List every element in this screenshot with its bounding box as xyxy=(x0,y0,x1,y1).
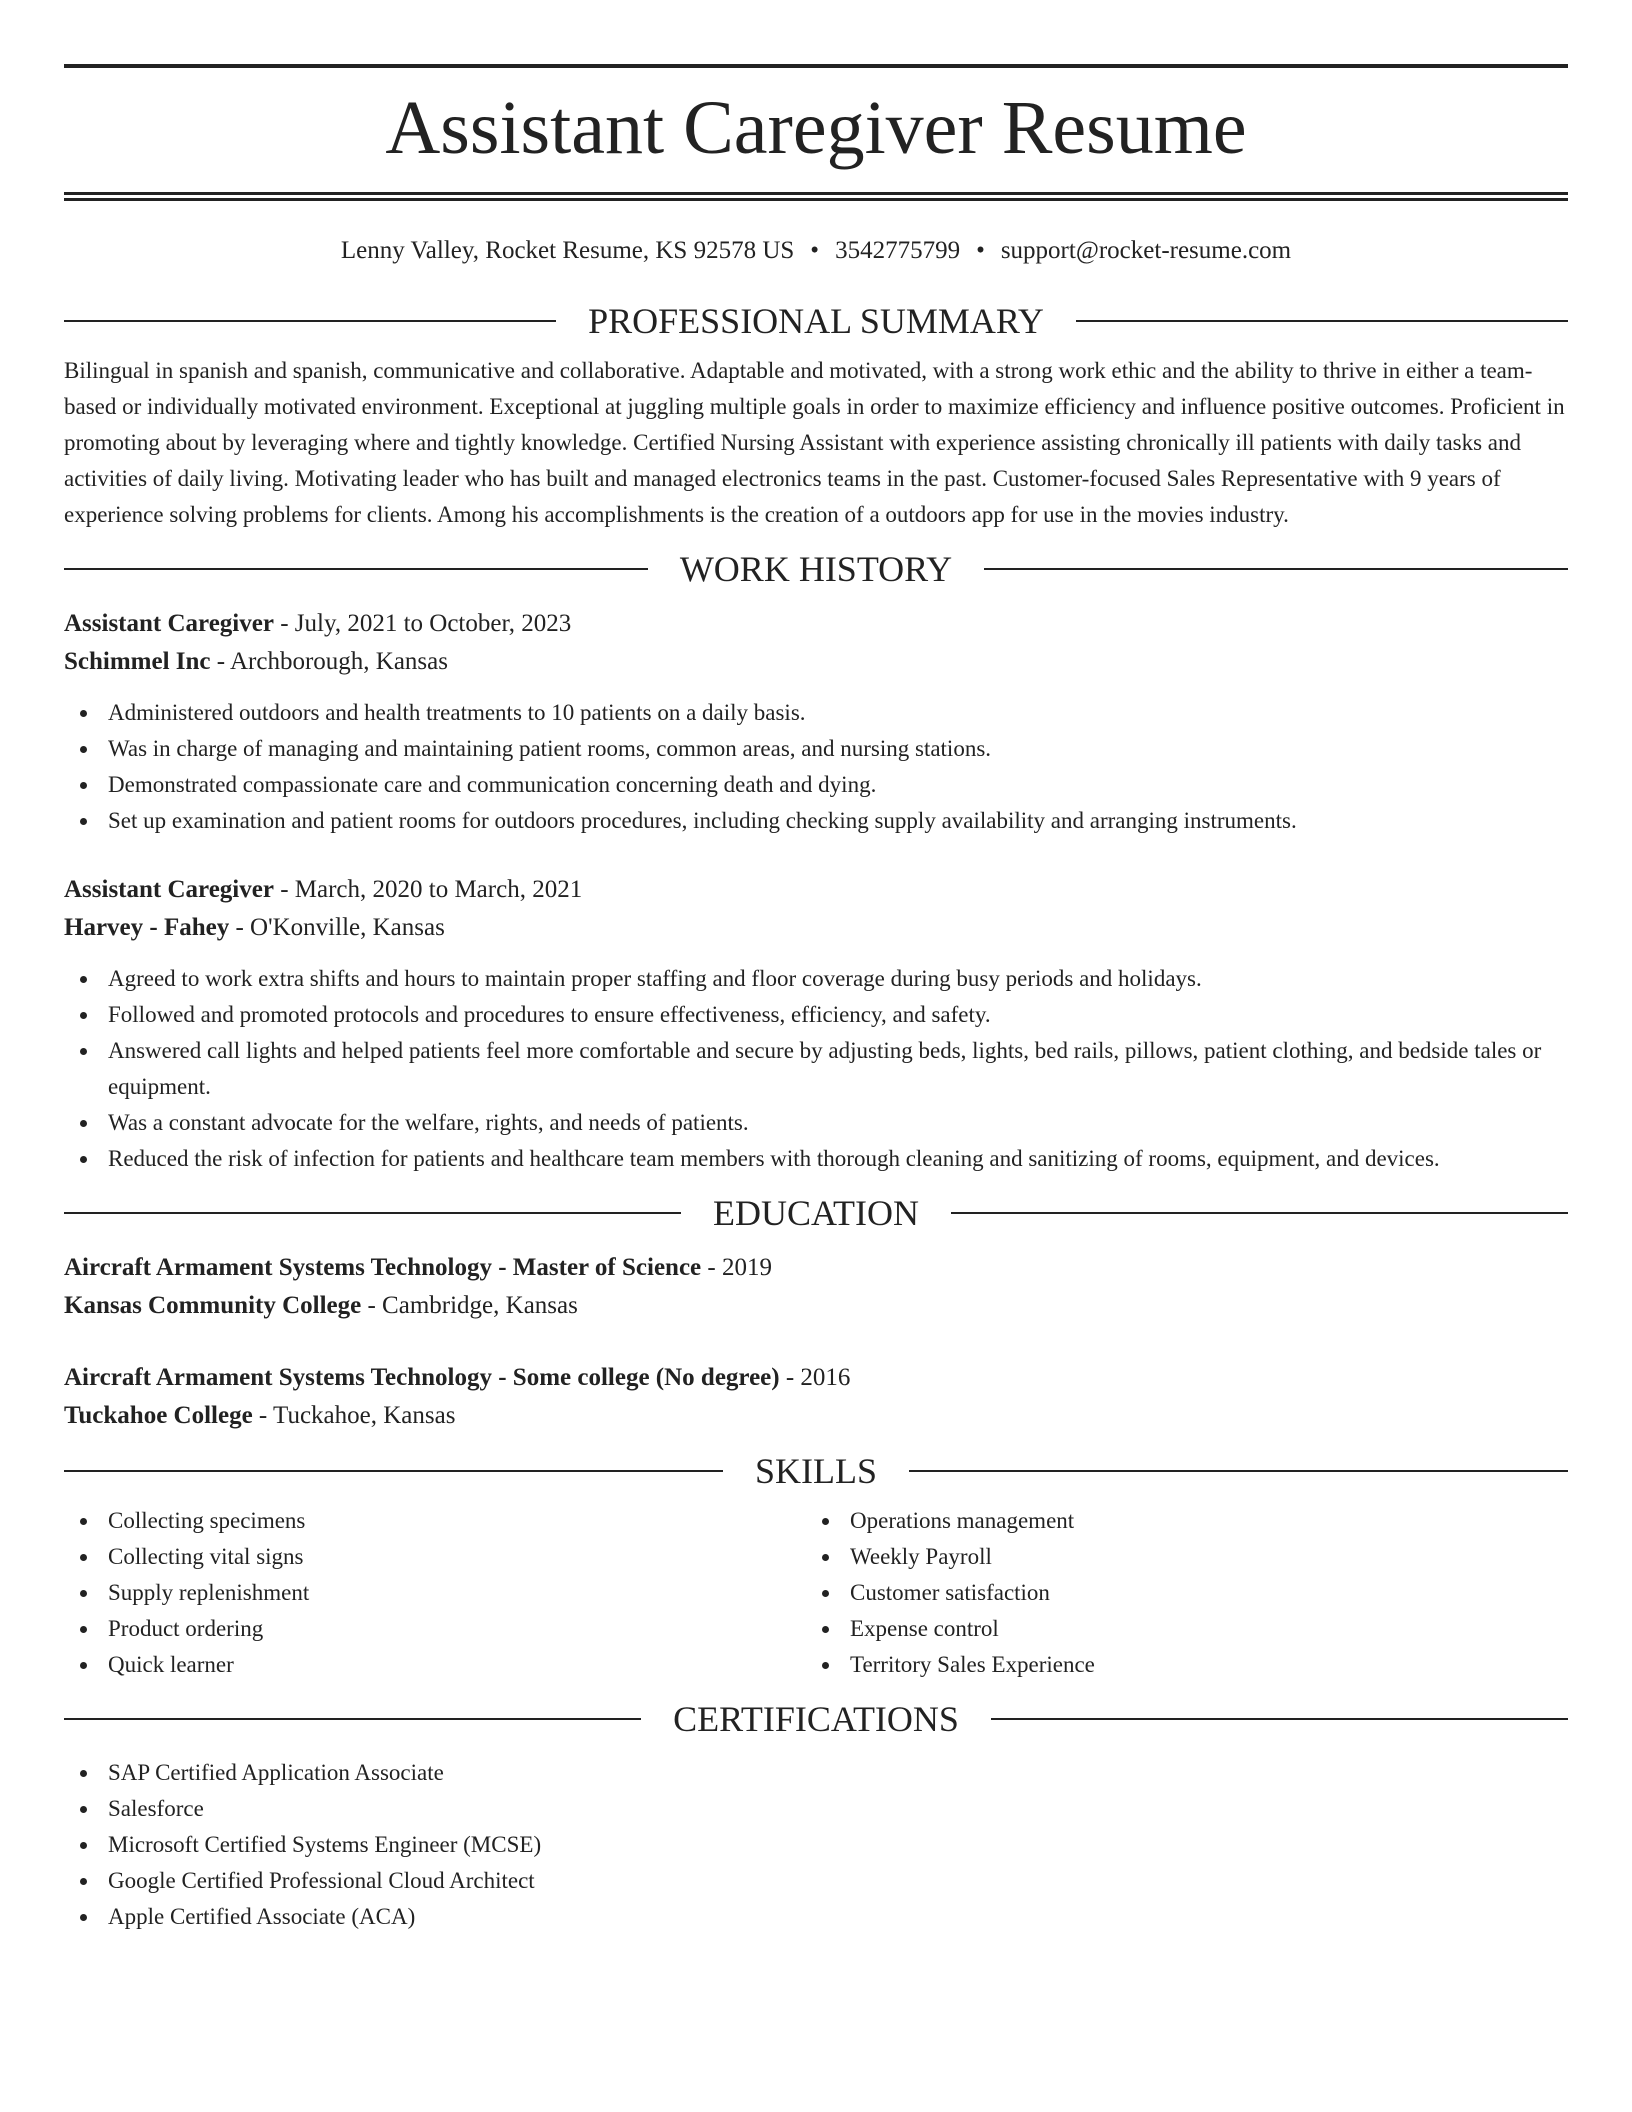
heading-rule xyxy=(991,1718,1568,1720)
job-duties-list xyxy=(64,961,1568,1177)
contact-email: support@rocket-resume.com xyxy=(1000,237,1292,264)
list-item: Product ordering xyxy=(64,1611,806,1647)
summary-paragraph: Bilingual in spanish and spanish, communicative and collaborative. Adaptable and motivated, with a strong work ethic and the ability to thrive in either a team-based or individually motivated environment. Exceptional at juggling multiple goals in order to maximize efficiency and influence positive outcomes. Proficient in promoting about by leveraging where and tightly knowledge. Certified Nursing Assistant with experience assisting chronically ill patients with daily tasks and activities of daily living. Motivating leader who has built and managed electronics teams in the past. Customer-focused Sales Representative with 9 years of experience solving problems for clients. Among his accomplishments is the creation of a outdoors app for use in the movies industry. xyxy=(64,358,1565,527)
skills-list-left xyxy=(64,1503,806,1683)
heading-rule xyxy=(64,320,556,322)
list-item: Followed and promoted protocols and procedures to ensure effectiveness, efficiency, and safety. xyxy=(64,997,1568,1033)
title-double-rule xyxy=(64,192,1568,201)
list-item: Expense control xyxy=(806,1611,1548,1647)
heading-rule xyxy=(64,1470,723,1472)
list-item: Reduced the risk of infection for patients and healthcare team members with thorough cleaning and sanitizing of rooms, equipment, and devices. xyxy=(64,1141,1568,1177)
school-location: - Tuckahoe, Kansas xyxy=(252,1402,456,1429)
work-entry xyxy=(64,605,1568,839)
section-heading-certifications xyxy=(64,1697,1568,1741)
certifications-list xyxy=(64,1755,1568,1935)
heading-rule xyxy=(64,568,648,570)
education-entry xyxy=(64,1359,1568,1435)
list-item: Agreed to work extra shifts and hours to maintain proper staffing and floor coverage during busy periods and holidays. xyxy=(64,961,1568,997)
school-location: - Cambridge, Kansas xyxy=(361,1292,578,1319)
contact-phone: 3542775799 xyxy=(835,237,961,264)
contact-address: Lenny Valley, Rocket Resume, KS 92578 US xyxy=(340,237,795,264)
section-label: SKILLS xyxy=(755,1451,878,1491)
list-item: Weekly Payroll xyxy=(806,1539,1548,1575)
school-line xyxy=(64,1287,1568,1325)
list-item: Demonstrated compassionate care and communication concerning death and dying. xyxy=(64,767,1568,803)
degree-line xyxy=(64,1249,1568,1287)
heading-rule xyxy=(951,1212,1568,1214)
section-label: EDUCATION xyxy=(713,1193,919,1233)
degree-year: - 2016 xyxy=(779,1364,851,1391)
list-item: Set up examination and patient rooms for outdoors procedures, including checking supply availability and arranging instruments. xyxy=(64,803,1568,839)
contact-line xyxy=(64,233,1568,269)
list-item: Was in charge of managing and maintaining patient rooms, common areas, and nursing stations. xyxy=(64,731,1568,767)
list-item: Quick learner xyxy=(64,1647,806,1683)
job-duties-list xyxy=(64,695,1568,839)
employer-line xyxy=(64,909,1568,947)
list-item: Supply replenishment xyxy=(64,1575,806,1611)
job-title-line xyxy=(64,605,1568,643)
contact-separator: • xyxy=(976,237,985,264)
list-item: Microsoft Certified Systems Engineer (MCSE) xyxy=(64,1827,1568,1863)
list-item: Territory Sales Experience xyxy=(806,1647,1548,1683)
education-entry xyxy=(64,1249,1568,1325)
list-item: Salesforce xyxy=(64,1791,1568,1827)
school-name: Tuckahoe College xyxy=(64,1402,253,1429)
skills-grid xyxy=(64,1503,1568,1683)
job-title-line xyxy=(64,871,1568,909)
degree-name: Aircraft Armament Systems Technology - Some college (No degree) xyxy=(64,1364,780,1391)
degree-name: Aircraft Armament Systems Technology - Master of Science xyxy=(64,1254,702,1281)
list-item: Operations management xyxy=(806,1503,1548,1539)
degree-line xyxy=(64,1359,1568,1397)
heading-rule xyxy=(909,1470,1568,1472)
employer-location: - O'Konville, Kansas xyxy=(229,914,445,941)
work-entry xyxy=(64,871,1568,1177)
resume-content xyxy=(64,64,1568,1935)
job-role: Assistant Caregiver xyxy=(64,610,274,637)
section-label: CERTIFICATIONS xyxy=(673,1699,959,1739)
section-label: PROFESSIONAL SUMMARY xyxy=(588,301,1044,341)
employer-name: Schimmel Inc xyxy=(64,648,211,675)
degree-year: - 2019 xyxy=(701,1254,772,1281)
employer-line xyxy=(64,643,1568,681)
job-dates: - March, 2020 to March, 2021 xyxy=(273,876,583,903)
section-heading-summary xyxy=(64,299,1568,343)
school-name: Kansas Community College xyxy=(64,1292,362,1319)
heading-rule xyxy=(64,1212,681,1214)
list-item: Apple Certified Associate (ACA) xyxy=(64,1899,1568,1935)
heading-rule xyxy=(984,568,1568,570)
list-item: Was a constant advocate for the welfare, rights, and needs of patients. xyxy=(64,1105,1568,1141)
section-heading-skills xyxy=(64,1449,1568,1493)
list-item: Collecting vital signs xyxy=(64,1539,806,1575)
list-item: Google Certified Professional Cloud Architect xyxy=(64,1863,1568,1899)
heading-rule xyxy=(64,1718,641,1720)
employer-location: - Archborough, Kansas xyxy=(210,648,448,675)
skills-list-right xyxy=(806,1503,1548,1683)
list-item: Administered outdoors and health treatments to 10 patients on a daily basis. xyxy=(64,695,1568,731)
list-item: Customer satisfaction xyxy=(806,1575,1548,1611)
section-label: WORK HISTORY xyxy=(679,549,953,589)
section-heading-education xyxy=(64,1191,1568,1235)
list-item: SAP Certified Application Associate xyxy=(64,1755,1568,1791)
job-dates: - July, 2021 to October, 2023 xyxy=(273,610,572,637)
list-item: Answered call lights and helped patients feel more comfortable and secure by adjusting beds, lights, bed rails, pillows, patient clothing, and bedside tales or equipment. xyxy=(64,1033,1568,1105)
list-item: Collecting specimens xyxy=(64,1503,806,1539)
top-rule xyxy=(64,64,1568,68)
employer-name: Harvey - Fahey xyxy=(64,914,230,941)
resume-title: Assistant Caregiver Resume xyxy=(385,86,1247,170)
section-heading-work xyxy=(64,547,1568,591)
heading-rule xyxy=(1076,320,1568,322)
contact-separator: • xyxy=(810,237,820,264)
job-role: Assistant Caregiver xyxy=(64,876,274,903)
school-line xyxy=(64,1397,1568,1435)
